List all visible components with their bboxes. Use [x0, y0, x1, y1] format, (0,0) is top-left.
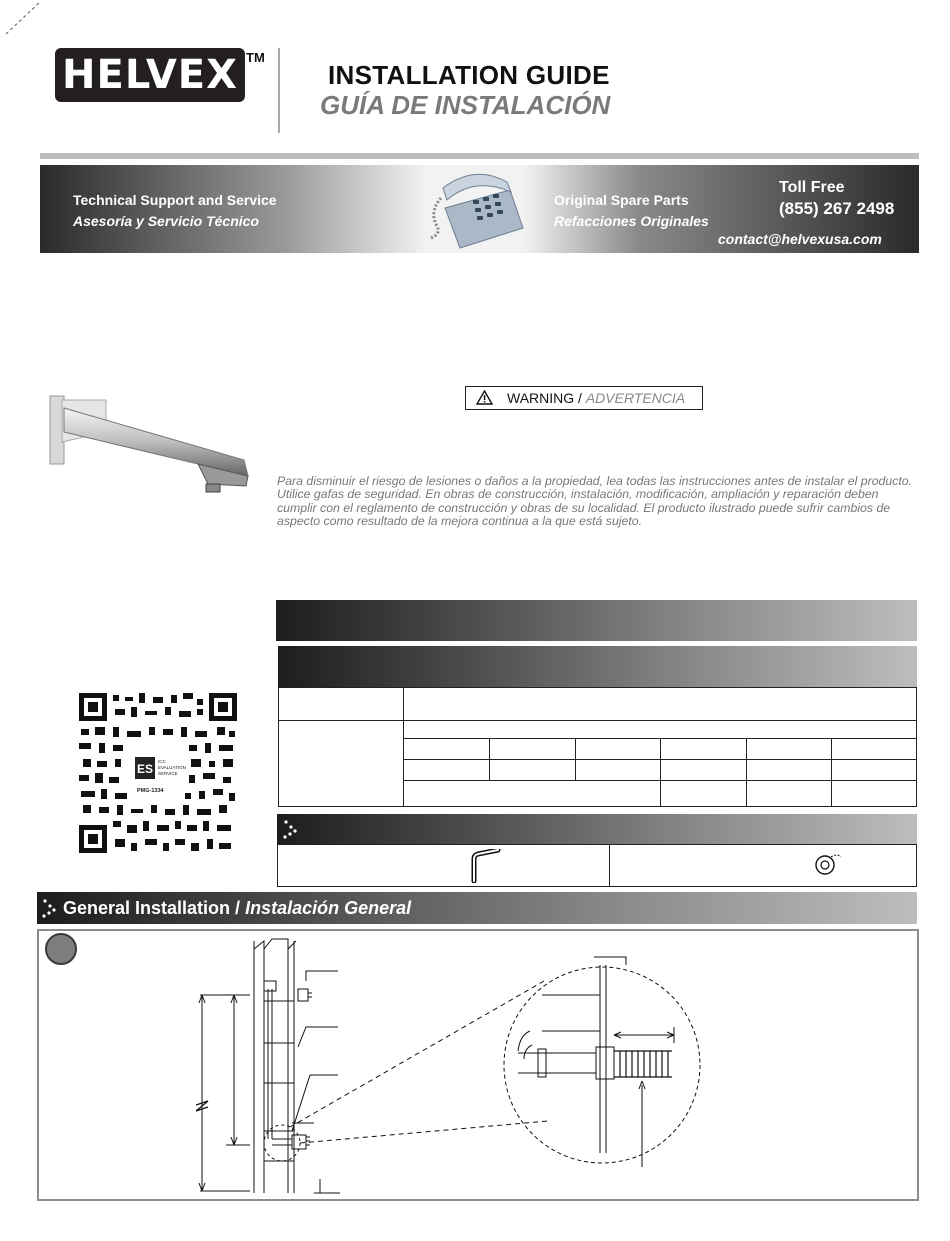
step-number-circle — [45, 933, 77, 965]
parts-label-en: Original Spare Parts — [554, 192, 689, 208]
warning-label-en: WARNING — [507, 390, 575, 406]
email-link[interactable]: contact@helvexusa.com — [718, 231, 882, 247]
header-rule — [40, 153, 919, 159]
tools-header-band — [277, 814, 917, 844]
allen-key-icon — [466, 849, 502, 883]
support-label-es: Asesoría y Servicio Técnico — [73, 213, 259, 229]
general-installation-title-es: Instalación General — [245, 898, 412, 918]
dots-bullet-icon — [283, 819, 297, 839]
qr-code-image — [79, 693, 237, 853]
es-badge-letters: ES — [136, 762, 154, 776]
es-badge-line3: SERVICE — [158, 771, 178, 776]
tools-table — [277, 844, 917, 887]
support-label-en: Technical Support and Service — [73, 192, 277, 208]
sealing-tape-icon — [813, 851, 843, 877]
specifications-subheader-band — [278, 646, 917, 687]
corner-trim-mark — [0, 0, 44, 40]
warning-label — [465, 386, 703, 410]
title-spanish: GUÍA DE INSTALACIÓN — [320, 90, 611, 120]
es-badge-line2: EVALUATION — [158, 765, 186, 770]
installation-diagram — [180, 935, 900, 1197]
specifications-header-band — [276, 600, 917, 641]
general-installation-separator: / — [230, 898, 246, 918]
general-installation-title-en: General Installation — [63, 898, 231, 918]
warning-text-es: Para disminuir el riesgo de lesiones o daños a la propiedad, lea todas las instrucciones antes de instalar el producto. Utilice gafas de seguridad. En obras de construcción, instalación, modificación, ampliación y reparación deben cumplir con el reglamento de construcción y obras de su localidad. El producto ilustrado puede sufrir cambios de aspecto como resultado de la mejora continua a la que está sujeto. — [277, 474, 913, 528]
general-installation-title — [63, 898, 411, 919]
es-badge-code: PMG-1334 — [137, 788, 164, 794]
trademark-symbol: TM — [246, 50, 265, 65]
warning-label-es: ADVERTENCIA — [585, 390, 686, 406]
telephone-icon — [415, 168, 525, 252]
helvex-logo: HELVEX — [55, 48, 245, 102]
es-badge-line1: ICC — [158, 759, 166, 764]
phone-number[interactable]: (855) 267 2498 — [779, 199, 895, 218]
specifications-table — [278, 687, 917, 807]
toll-free-label: Toll Free — [779, 179, 845, 196]
header-divider — [278, 48, 280, 133]
dots-bullet-icon — [42, 898, 56, 918]
title-english: INSTALLATION GUIDE — [328, 60, 610, 90]
parts-label-es: Refacciones Originales — [554, 213, 709, 229]
warning-triangle-icon — [476, 390, 493, 405]
product-spout-image — [48, 392, 258, 500]
warning-separator: / — [574, 390, 586, 406]
